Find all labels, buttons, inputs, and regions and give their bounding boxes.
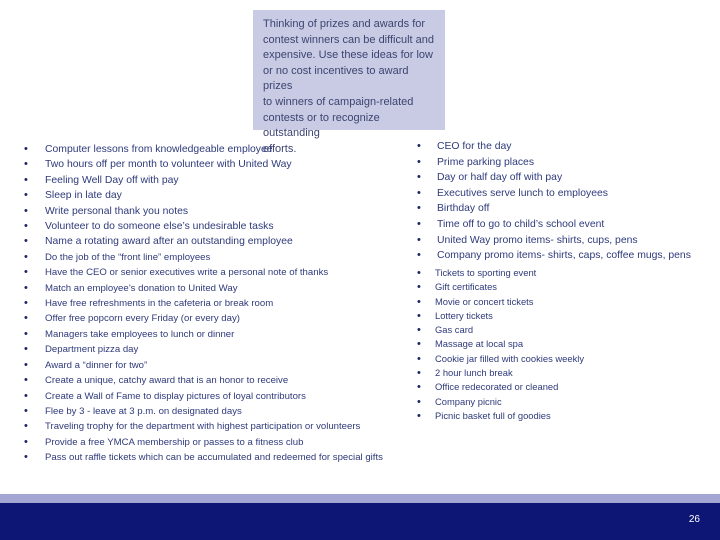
list-item-text: Gift certificates (435, 281, 497, 293)
list-item-text: Prime parking places (437, 156, 535, 168)
list-item-text: Executives serve lunch to employees (437, 187, 608, 199)
list-item (417, 395, 584, 409)
list-item-text: Feeling Well Day off with pay (45, 174, 179, 186)
list-item-text: Have the CEO or senior executives write a personal note of thanks (45, 267, 329, 279)
list-item-text: Pass out raffle tickets which can be accumulated and redeemed for special gifts (45, 452, 383, 464)
bullet-icon: • (417, 324, 421, 337)
bullet-icon: • (24, 404, 28, 417)
bullet-icon: • (24, 158, 28, 171)
list-item-text: Birthday off (437, 203, 490, 215)
incentive-list-right-bottom (417, 266, 584, 423)
incentive-list-right-top (417, 139, 691, 264)
intro-line: expensive. Use these ideas for low (263, 49, 433, 62)
bullet-icon: • (24, 389, 28, 402)
list-item-text: Create a unique, catchy award that is an honor to receive (45, 375, 289, 387)
list-item (417, 248, 691, 264)
list-item (24, 373, 383, 388)
list-item (24, 142, 383, 157)
bullet-icon: • (24, 281, 28, 294)
bullet-icon: • (24, 189, 28, 202)
list-item (417, 139, 691, 155)
bullet-icon: • (417, 233, 421, 246)
bullet-icon: • (417, 171, 421, 184)
bullet-icon: • (417, 381, 421, 394)
intro-line: contests or to recognize outstanding (263, 111, 380, 140)
list-item-text: Flee by 3 - leave at 3 p.m. on designated days (45, 405, 242, 417)
intro-line: efforts. (263, 142, 297, 155)
bullet-icon: • (24, 451, 28, 464)
list-item (417, 201, 691, 217)
intro-line: Thinking of prizes and awards for (263, 18, 426, 30)
list-item-text: Managers take employees to lunch or dinner (45, 328, 235, 340)
list-item (24, 188, 383, 203)
bullet-icon: • (24, 343, 28, 356)
list-item-text: Award a “dinner for two” (45, 359, 148, 371)
list-item-text: Provide a free YMCA membership or passes to a fitness club (45, 436, 304, 448)
footer-bar (0, 503, 720, 540)
list-item-text: Do the job of the “front line” employees (45, 251, 211, 263)
list-item (417, 217, 691, 233)
bullet-icon: • (417, 338, 421, 351)
list-item (417, 352, 584, 366)
bullet-icon: • (24, 143, 28, 155)
list-item (24, 234, 383, 249)
bullet-icon: • (24, 173, 28, 186)
footer-accent-bar (0, 494, 720, 503)
bullet-icon: • (24, 358, 28, 371)
list-item (417, 409, 584, 423)
list-item (24, 327, 383, 342)
list-item (417, 337, 584, 351)
list-item-text: Company promo items- shirts, caps, coffee mugs, pens (437, 250, 691, 262)
list-item-text: Create a Wall of Fame to display pictures of loyal contributors (45, 390, 306, 402)
bullet-icon: • (417, 267, 421, 279)
intro-line: to winners of campaign-related (263, 95, 414, 108)
list-item (24, 204, 383, 219)
bullet-icon: • (24, 312, 28, 325)
bullet-icon: • (24, 374, 28, 387)
list-item-text: Name a rotating award after an outstanding employee (45, 236, 293, 248)
list-item (417, 280, 584, 294)
list-item-text: Lottery tickets (435, 309, 493, 321)
intro-line: contest winners can be difficult and (263, 33, 435, 46)
list-item (417, 323, 584, 337)
bullet-icon: • (417, 249, 421, 262)
bullet-icon: • (417, 217, 421, 230)
bullet-icon: • (417, 202, 421, 215)
list-item (24, 311, 383, 326)
list-item-text: Cookie jar filled with cookies weekly (435, 352, 585, 364)
list-item-text: Time off to go to child’s school event (437, 218, 605, 230)
list-item-text: Tickets to sporting event (435, 267, 537, 278)
list-item (417, 170, 691, 186)
list-item-text: Computer lessons from knowledgeable employee (45, 144, 273, 155)
list-item (24, 404, 383, 419)
bullet-icon: • (417, 352, 421, 365)
bullet-icon: • (417, 295, 421, 308)
bullet-icon: • (417, 409, 421, 422)
list-item-text: Massage at local spa (435, 338, 524, 350)
list-item-text: Two hours off per month to volunteer with United Way (45, 159, 292, 171)
list-item-text: Day or half day off with pay (437, 172, 563, 184)
list-item (24, 450, 383, 465)
list-item (417, 295, 584, 309)
list-item-text: Movie or concert tickets (435, 295, 534, 307)
list-item-text: CEO for the day (437, 141, 512, 152)
list-item-text: Have free refreshments in the cafeteria or break room (45, 298, 274, 310)
bullet-icon: • (24, 420, 28, 433)
bullet-icon: • (24, 235, 28, 248)
list-item (417, 366, 584, 380)
list-item (417, 186, 691, 202)
bullet-icon: • (417, 367, 421, 380)
list-item (24, 435, 383, 450)
list-item (24, 250, 383, 265)
list-item (24, 281, 383, 296)
intro-callout (253, 10, 445, 155)
list-item (417, 266, 584, 280)
list-item (24, 389, 383, 404)
bullet-icon: • (417, 155, 421, 168)
list-item-text: United Way promo items- shirts, cups, pens (437, 234, 638, 246)
list-item-text: Offer free popcorn every Friday (or every day) (45, 313, 240, 325)
bullet-icon: • (24, 250, 28, 263)
list-item-text: Gas card (435, 324, 474, 336)
bullet-icon: • (24, 220, 28, 233)
bullet-icon: • (417, 281, 421, 294)
bullet-icon: • (417, 140, 421, 152)
bullet-icon: • (417, 395, 421, 408)
bullet-icon: • (24, 435, 28, 448)
bullet-icon: • (24, 297, 28, 310)
list-item (417, 380, 584, 394)
list-item (417, 155, 691, 171)
list-item-text: Traveling trophy for the department with highest participation or volunteers (45, 421, 361, 433)
list-item (24, 358, 383, 373)
list-item-text: 2 hour lunch break (435, 367, 513, 379)
incentive-list-left (24, 142, 383, 466)
list-item-text: Picnic basket full of goodies (435, 409, 551, 421)
bullet-icon: • (24, 204, 28, 217)
list-item-text: Department pizza day (45, 344, 139, 356)
bullet-icon: • (24, 266, 28, 279)
bullet-icon: • (24, 327, 28, 340)
list-item (24, 173, 383, 188)
list-item (24, 219, 383, 234)
list-item (24, 296, 383, 311)
list-item (24, 419, 383, 434)
list-item-text: Volunteer to do someone else’s undesirable tasks (45, 221, 274, 233)
list-item-text: Write personal thank you notes (45, 205, 189, 217)
list-item (24, 157, 383, 172)
page-number: 26 (688, 514, 700, 525)
intro-line: or no cost incentives to award prizes (263, 64, 409, 93)
list-item (417, 309, 584, 323)
list-item-text: Company picnic (435, 395, 502, 407)
bullet-icon: • (417, 186, 421, 199)
list-item (417, 233, 691, 249)
list-item (24, 265, 383, 280)
list-item-text: Sleep in late day (45, 190, 122, 202)
bullet-icon: • (417, 309, 421, 322)
list-item-text: Office redecorated or cleaned (435, 381, 559, 393)
list-item-text: Match an employee’s donation to United Way (45, 282, 238, 294)
list-item (24, 342, 383, 357)
